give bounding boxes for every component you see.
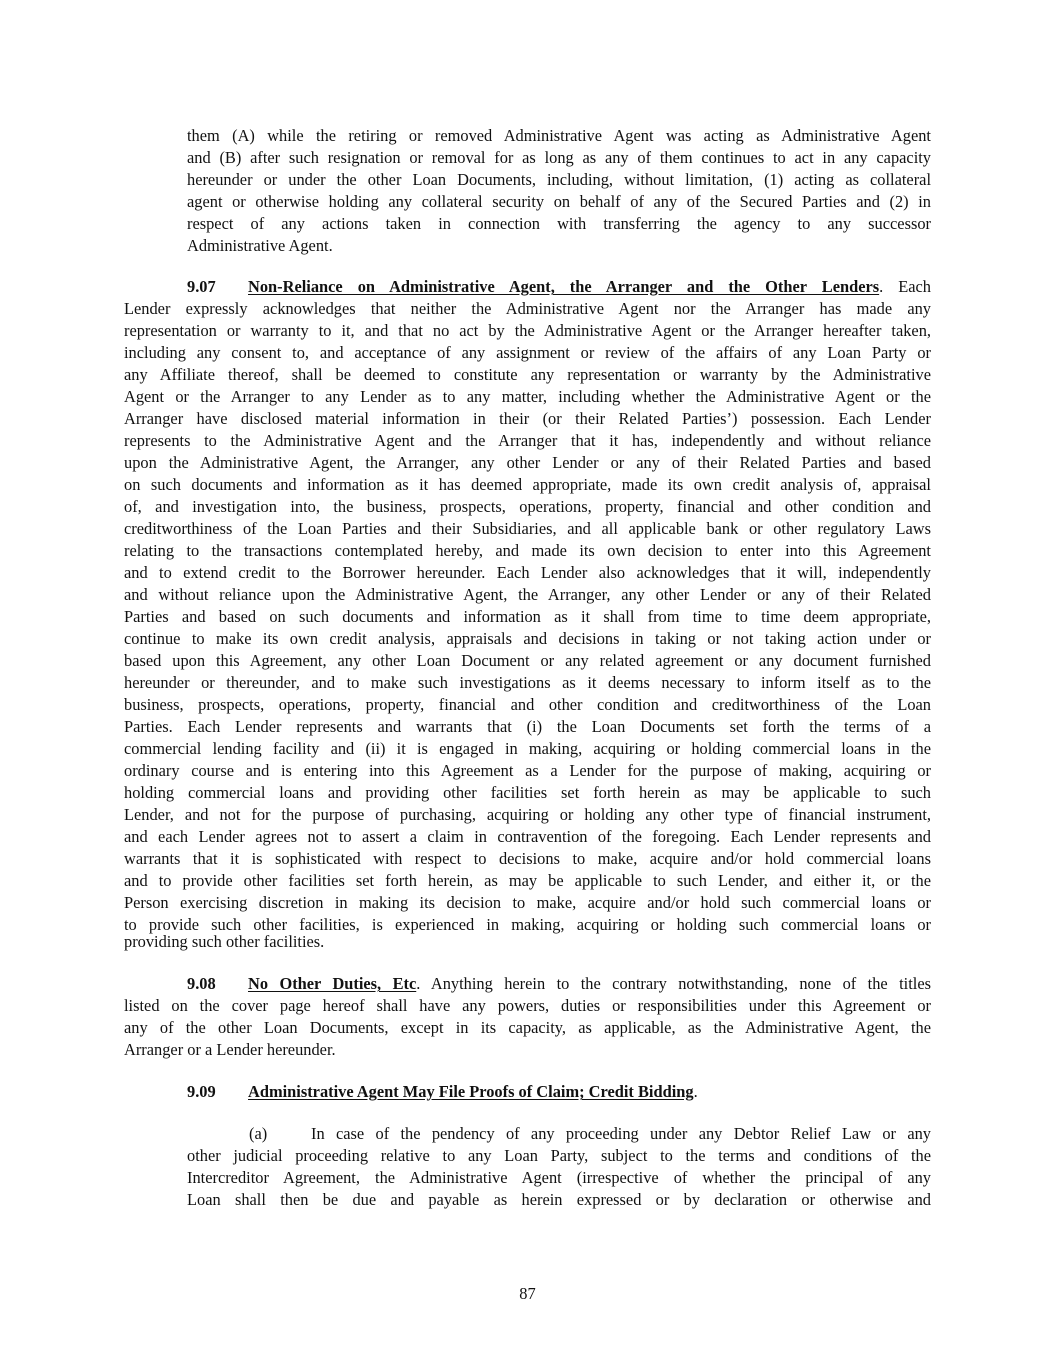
text-line: any Affiliate thereof, shall be deemed to constitute any representation or warranty by the Administrative — [124, 365, 931, 384]
text-line: Lender expressly acknowledges that neither the Administrative Agent nor the Arranger has made any — [124, 299, 931, 318]
heading-tail: . — [693, 1082, 698, 1101]
text-line: Arranger have disclosed material information in their (or their Related Parties’) possession. Each Lender — [124, 409, 931, 428]
text-line: represents to the Administrative Agent and the Arranger that it has, independently and without reliance — [124, 431, 931, 450]
text-line: business, prospects, operations, property, financial and other condition and creditworthiness of the Loan — [124, 695, 931, 714]
text-line: creditworthiness of the Loan Parties and their Subsidiaries, and all applicable bank or other regulatory Laws — [124, 519, 931, 538]
subsection-first-line — [249, 1123, 931, 1145]
text-line: relating to the transactions contemplated hereby, and made its own decision to enter into this Agreement — [124, 541, 931, 560]
text-line: Intercreditor Agreement, the Administrative Agent (irrespective of whether the principal of any — [187, 1168, 931, 1187]
text-line: including any consent to, and acceptance of any assignment or review of the affairs of any Loan Party or — [124, 343, 931, 362]
text-line: and (B) after such resignation or removal for as long as any of them continues to act in any capacity — [187, 148, 931, 167]
text-line: and without reliance upon the Administrative Agent, the Arranger, any other Lender or any of their Related — [124, 585, 931, 604]
text-line: them (A) while the retiring or removed Administrative Agent was acting as Administrative Agent — [187, 126, 931, 145]
text-line: and to extend credit to the Borrower hereunder. Each Lender also acknowledges that it will, independently — [124, 563, 931, 582]
text-line: respect of any actions taken in connection with transferring the agency to any successor — [187, 214, 931, 233]
text-line: Loan shall then be due and payable as herein expressed or by declaration or otherwise and — [187, 1190, 931, 1209]
section-heading-line — [187, 973, 931, 995]
text-line: Administrative Agent. — [187, 236, 333, 255]
subsection-first-text: In case of the pendency of any proceeding under any Debtor Relief Law or any — [311, 1124, 931, 1143]
text-line: Parties. Each Lender represents and warrants that (i) the Loan Documents set forth the terms of a — [124, 717, 931, 736]
text-line: and to provide other facilities set forth herein, as may be applicable to such Lender, and either it, or the — [124, 871, 931, 890]
text-line: hereunder or thereunder, and to make such investigations as it deems necessary to inform itself as to the — [124, 673, 931, 692]
heading-tail: . Anything herein to the contrary notwithstanding, none of the titles — [416, 974, 931, 993]
text-line: and each Lender agrees not to assert a claim in contravention of the foregoing. Each Lender represents and — [124, 827, 931, 846]
section-heading-line — [187, 276, 931, 298]
page-number: 87 — [519, 1284, 536, 1303]
section-number: 9.07 — [187, 277, 216, 296]
section-number: 9.09 — [187, 1082, 216, 1101]
text-line: providing such other facilities. — [124, 932, 325, 951]
text-line: of, and investigation into, the business, prospects, operations, property, financial and other condition and — [124, 497, 931, 516]
text-line: warrants that it is sophisticated with respect to decisions to make, acquire and/or hold commercial loans — [124, 849, 931, 868]
text-line: Lender, and not for the purpose of purchasing, acquiring or holding any other type of financial instrument, — [124, 805, 931, 824]
text-line: agent or otherwise holding any collateral security on behalf of any of the Secured Parties and (2) in — [187, 192, 931, 211]
text-line: ordinary course and is entering into this Agreement as a Lender for the purpose of making, acquiring or — [124, 761, 931, 780]
text-line: on such documents and information as it has deemed appropriate, made its own credit analysis of, appraisal — [124, 475, 931, 494]
text-line: to provide such other facilities, is experienced in making, acquiring or holding such commercial loans or — [124, 915, 931, 934]
text-line: commercial lending facility and (ii) it is engaged in making, acquiring or holding commercial loans in the — [124, 739, 931, 758]
text-line: upon the Administrative Agent, the Arranger, any other Lender or any of their Related Parties and based — [124, 453, 931, 472]
text-line: based upon this Agreement, any other Loan Document or any related agreement or any document furnished — [124, 651, 931, 670]
text-line: Arranger or a Lender hereunder. — [124, 1040, 336, 1059]
text-line: representation or warranty to it, and that no act by the Administrative Agent or the Arranger hereafter taken, — [124, 321, 931, 340]
section-number: 9.08 — [187, 974, 216, 993]
subsection-label: (a) — [249, 1124, 268, 1143]
section-heading-line — [187, 1081, 931, 1103]
text-line: holding commercial loans and providing other facilities set forth herein as may be applicable to such — [124, 783, 931, 802]
text-line: any of the other Loan Documents, except in its capacity, as applicable, as the Administrative Agent, the — [124, 1018, 931, 1037]
heading-tail: . Each — [879, 277, 931, 296]
text-line: Person exercising discretion in making its decision to make, acquire and/or hold such commercial loans or — [124, 893, 931, 912]
section-heading: Administrative Agent May File Proofs of Claim; Credit Bidding — [248, 1082, 694, 1101]
text-line: hereunder or under the other Loan Documents, including, without limitation, (1) acting as collateral — [187, 170, 931, 189]
section-heading: No Other Duties, Etc — [248, 974, 417, 993]
text-line: other judicial proceeding relative to any Loan Party, subject to the terms and conditions of the — [187, 1146, 931, 1165]
text-line: Agent or the Arranger to any Lender as to any matter, including whether the Administrative Agent or the — [124, 387, 931, 406]
text-line: listed on the cover page hereof shall have any powers, duties or responsibilities under this Agreement or — [124, 996, 931, 1015]
text-line: continue to make its own credit analysis, appraisals and decisions in taking or not taking action under or — [124, 629, 931, 648]
section-heading: Non-Reliance on Administrative Agent, the Arranger and the Other Lenders — [248, 277, 880, 296]
text-line: Parties and based on such documents and information as it shall from time to time deem appropriate, — [124, 607, 931, 626]
